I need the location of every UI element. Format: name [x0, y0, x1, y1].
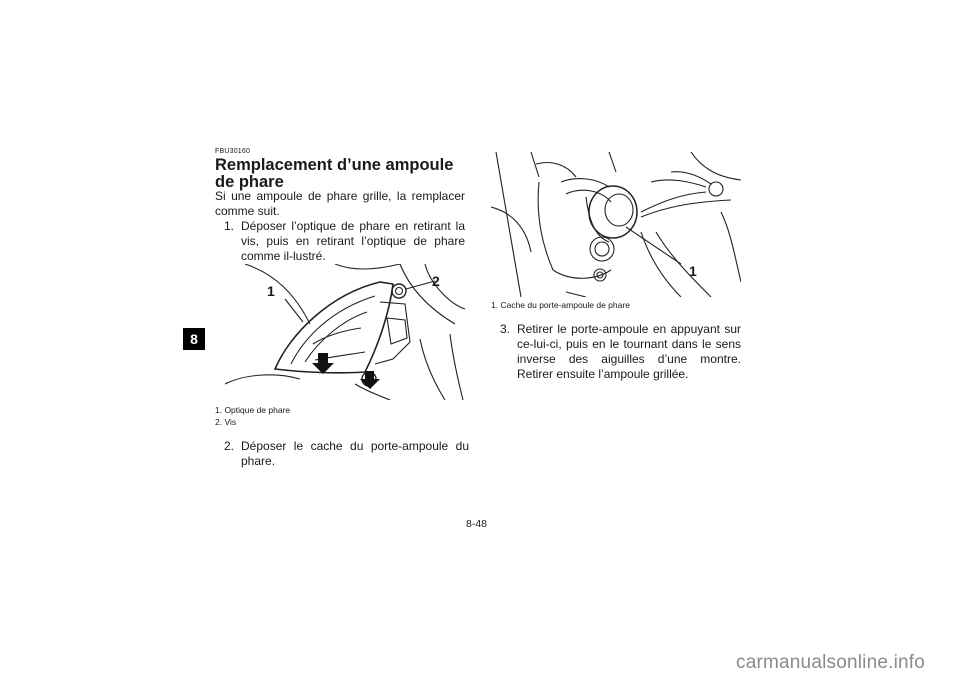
- watermark-link[interactable]: carmanualsonline.info: [736, 652, 926, 673]
- step-3-number: 3.: [500, 322, 511, 336]
- section-title: Remplacement d’une ampoule de phare: [215, 156, 454, 191]
- fig1-caption-1: 1. Optique de phare: [215, 405, 291, 415]
- step-2-number: 2.: [224, 439, 235, 453]
- bulb-cover-illustration: [491, 152, 741, 297]
- step-1-number: 1.: [224, 219, 235, 233]
- page-number: 8-48: [466, 518, 488, 530]
- callout-2: 2: [432, 273, 440, 289]
- step-2-text: Déposer le cache du porte-ampoule du phare.: [241, 439, 469, 468]
- headlight-lens-figure: [215, 264, 465, 400]
- step-3: [500, 322, 741, 382]
- step-3-text: Retirer le porte-ampoule en appuyant sur ce-lui-ci, puis en le tournant dans le sens inverse des aiguilles d’une montre. Retirer ensuite l’ampoule grillée.: [517, 322, 741, 381]
- callout-1: 1: [267, 283, 275, 299]
- bulb-cover-figure: [491, 152, 741, 297]
- section-code: FBU30160: [215, 148, 251, 155]
- headlight-lens-illustration: [215, 264, 465, 400]
- chapter-number: 8: [190, 331, 198, 347]
- chapter-tab: [183, 328, 205, 350]
- step-1: [224, 219, 465, 264]
- fig1-caption-2: 2. Vis: [215, 417, 237, 427]
- step-2: [224, 439, 469, 469]
- intro-paragraph: Si une ampoule de phare grille, la remplacer comme suit.: [215, 189, 465, 218]
- step-1-text: Déposer l’optique de phare en retirant la vis, puis en retirant l’optique de phare comme il-lustré.: [241, 219, 465, 263]
- callout-1: 1: [689, 263, 697, 279]
- fig2-caption: 1. Cache du porte-ampoule de phare: [491, 300, 630, 310]
